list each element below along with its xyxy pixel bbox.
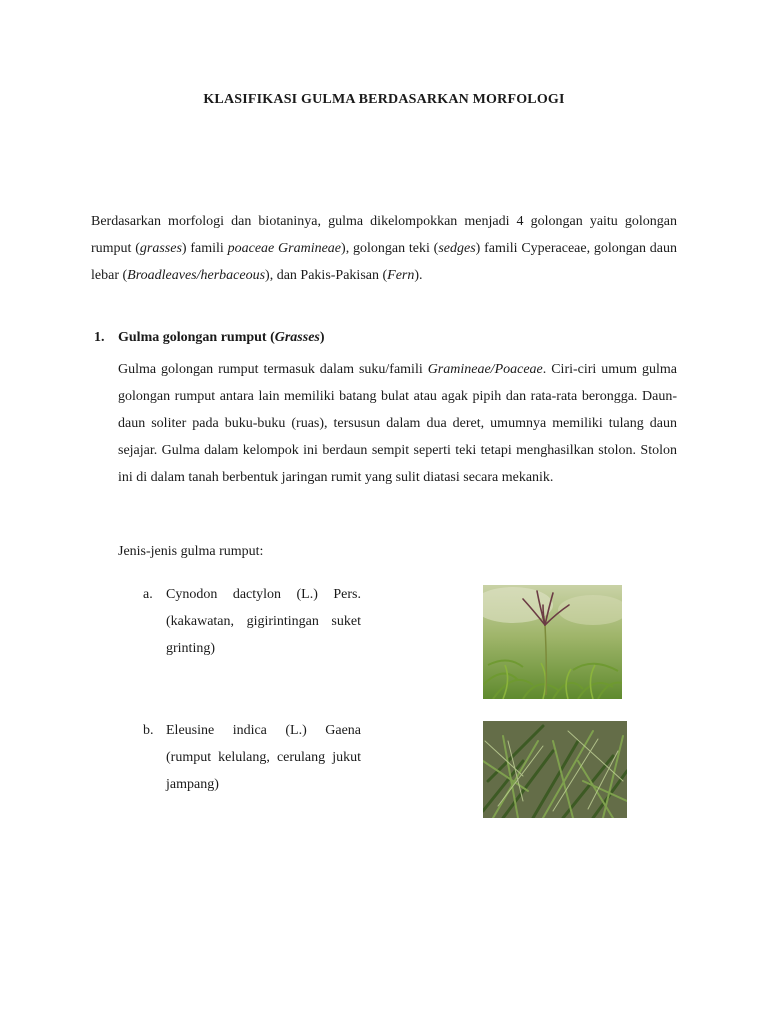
list-item-letter: a.	[143, 587, 153, 602]
cynodon-dactylon-photo	[483, 585, 622, 699]
intro-italic-poaceae: poaceae Gramineae	[227, 241, 342, 256]
list-item	[143, 581, 361, 662]
section-number: 1.	[94, 330, 105, 345]
intro-italic-sedges: sedges	[438, 241, 476, 256]
section-heading-text: Gulma golongan rumput (	[118, 330, 275, 345]
section-heading-text: )	[319, 330, 325, 345]
cynodon-dactylon-image	[483, 585, 622, 699]
jenis-label: Jenis-jenis gulma rumput:	[118, 544, 264, 559]
list-item-text: Eleusine indica (L.) Gaena (rumput kelulang, cerulang jukut jampang)	[166, 723, 361, 792]
section-heading-italic: Grasses	[274, 330, 320, 345]
list-item-text: Cynodon dactylon (L.) Pers. (kakawatan, gigirintingan suket grinting)	[166, 587, 361, 656]
list-item	[143, 717, 361, 798]
section-body-text: . Ciri-ciri umum gulma golongan rumput antara lain memiliki batang bulat atau agak pipih dan rata-rata berongga. Daun-daun soliter pada buku-buku (ruas), tersusun dalam dua deret, umumnya memiliki tulang daun sejajar. Gulma dalam kelompok ini berdaun sempit seperti teki tetapi menghasilkan stolon. Stolon ini di dalam tanah berbentuk jaringan rumit yang sulit diatasi secara mekanik.	[118, 362, 677, 485]
intro-text: Berdasarkan morfologi dan biotaninya, gulma dikelompokkan menjadi 4 golongan yaitu golongan rumput (	[91, 214, 677, 256]
list-item-letter: b.	[143, 723, 154, 738]
intro-text: ) famili Cyperaceae, golongan daun lebar (	[91, 241, 678, 283]
intro-text: ), golongan teki (	[341, 241, 439, 256]
eleusine-indica-image	[483, 721, 627, 818]
intro-paragraph	[91, 208, 677, 289]
intro-italic-grasses: grasses	[139, 241, 182, 256]
intro-text: ) famili	[181, 241, 228, 256]
section-body-paragraph	[118, 356, 677, 491]
page-title: KLASIFIKASI GULMA BERDASARKAN MORFOLOGI	[203, 92, 565, 107]
intro-italic-fern: Fern	[387, 268, 415, 283]
intro-text: ), dan Pakis-Pakisan (	[265, 268, 388, 283]
eleusine-indica-photo	[483, 721, 627, 818]
section-body-italic: Gramineae/Poaceae	[427, 362, 543, 377]
section-body-text: Gulma golongan rumput termasuk dalam suku/famili	[118, 362, 428, 377]
section-heading-grasses	[94, 330, 674, 346]
intro-text: ).	[414, 268, 423, 283]
intro-italic-broadleaves: Broadleaves/herbaceous	[127, 268, 266, 283]
